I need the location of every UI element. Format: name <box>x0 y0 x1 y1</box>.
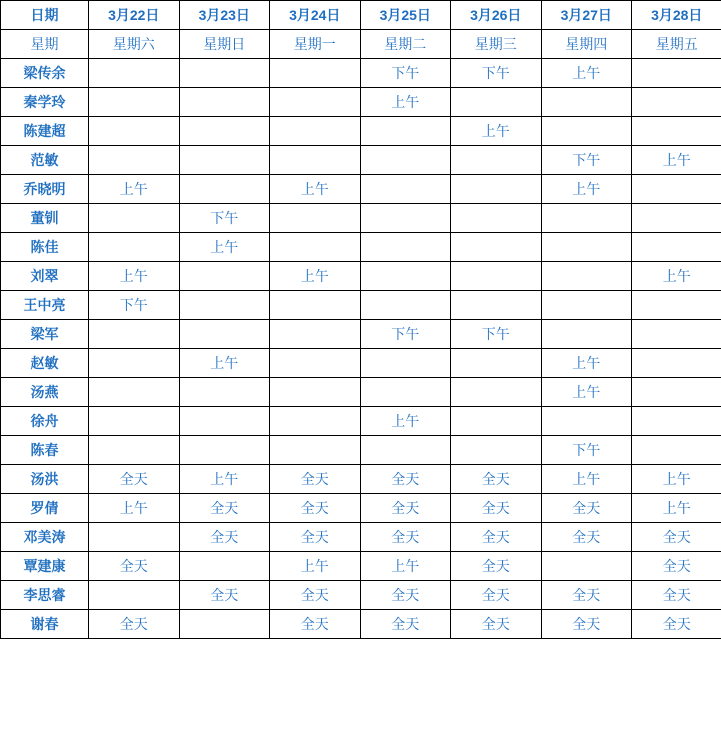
schedule-slot-cell <box>89 523 180 552</box>
schedule-slot-cell <box>179 262 270 291</box>
schedule-slot-cell: 全天 <box>451 610 542 639</box>
schedule-slot-cell <box>179 610 270 639</box>
person-name-cell: 覃建康 <box>1 552 89 581</box>
schedule-slot-cell <box>89 378 180 407</box>
person-name-cell: 秦学玲 <box>1 88 89 117</box>
schedule-slot-cell <box>89 59 180 88</box>
schedule-slot-cell: 全天 <box>270 494 361 523</box>
schedule-slot-cell: 下午 <box>541 436 632 465</box>
person-name-cell: 梁传余 <box>1 59 89 88</box>
person-name-cell: 刘翠 <box>1 262 89 291</box>
weekday-header-cell: 星期二 <box>360 30 451 59</box>
schedule-slot-cell <box>179 291 270 320</box>
schedule-slot-cell <box>632 291 721 320</box>
person-name-cell: 邓美涛 <box>1 523 89 552</box>
person-name-cell: 赵敏 <box>1 349 89 378</box>
date-header-cell: 3月26日 <box>451 1 542 30</box>
schedule-slot-cell: 全天 <box>541 610 632 639</box>
weekday-header-row <box>1 30 721 59</box>
schedule-slot-cell: 上午 <box>270 175 361 204</box>
table-row <box>1 407 721 436</box>
schedule-slot-cell <box>632 349 721 378</box>
person-name-cell: 汤燕 <box>1 378 89 407</box>
date-header-cell: 3月28日 <box>632 1 721 30</box>
schedule-slot-cell: 全天 <box>179 581 270 610</box>
schedule-slot-cell <box>632 204 721 233</box>
schedule-slot-cell: 上午 <box>270 552 361 581</box>
weekday-header-label: 星期 <box>1 30 89 59</box>
date-header-cell: 3月23日 <box>179 1 270 30</box>
person-name-cell: 徐舟 <box>1 407 89 436</box>
schedule-slot-cell: 上午 <box>541 59 632 88</box>
schedule-slot-cell: 下午 <box>451 320 542 349</box>
schedule-slot-cell: 全天 <box>270 523 361 552</box>
person-name-cell: 李思睿 <box>1 581 89 610</box>
person-name-cell: 王中亮 <box>1 291 89 320</box>
schedule-slot-cell: 上午 <box>541 349 632 378</box>
schedule-slot-cell <box>451 233 542 262</box>
table-row <box>1 146 721 175</box>
schedule-slot-cell: 上午 <box>360 407 451 436</box>
schedule-slot-cell: 上午 <box>179 465 270 494</box>
table-row <box>1 494 721 523</box>
schedule-slot-cell <box>89 436 180 465</box>
schedule-slot-cell: 全天 <box>360 523 451 552</box>
schedule-slot-cell <box>270 88 361 117</box>
date-header-cell: 3月27日 <box>541 1 632 30</box>
schedule-slot-cell <box>541 291 632 320</box>
schedule-slot-cell: 上午 <box>632 494 721 523</box>
schedule-slot-cell: 全天 <box>451 465 542 494</box>
schedule-slot-cell <box>270 407 361 436</box>
schedule-slot-cell <box>270 233 361 262</box>
schedule-slot-cell: 全天 <box>451 552 542 581</box>
person-name-cell: 董钏 <box>1 204 89 233</box>
table-row <box>1 436 721 465</box>
schedule-slot-cell: 上午 <box>632 262 721 291</box>
schedule-slot-cell <box>451 262 542 291</box>
schedule-slot-cell <box>632 88 721 117</box>
schedule-slot-cell <box>632 320 721 349</box>
date-header-cell: 3月25日 <box>360 1 451 30</box>
weekday-header-cell: 星期一 <box>270 30 361 59</box>
schedule-slot-cell <box>270 291 361 320</box>
schedule-slot-cell <box>632 117 721 146</box>
schedule-slot-cell <box>541 552 632 581</box>
schedule-slot-cell: 上午 <box>541 175 632 204</box>
schedule-slot-cell <box>179 117 270 146</box>
schedule-slot-cell: 全天 <box>451 581 542 610</box>
schedule-slot-cell: 全天 <box>632 523 721 552</box>
person-name-cell: 陈建超 <box>1 117 89 146</box>
schedule-slot-cell: 全天 <box>360 581 451 610</box>
schedule-slot-cell: 全天 <box>89 552 180 581</box>
schedule-slot-cell: 上午 <box>632 465 721 494</box>
schedule-slot-cell: 全天 <box>451 494 542 523</box>
table-row <box>1 59 721 88</box>
schedule-slot-cell <box>632 59 721 88</box>
schedule-slot-cell: 全天 <box>632 552 721 581</box>
schedule-slot-cell <box>451 204 542 233</box>
weekday-header-cell: 星期三 <box>451 30 542 59</box>
schedule-slot-cell <box>360 262 451 291</box>
schedule-slot-cell <box>360 378 451 407</box>
schedule-slot-cell <box>451 175 542 204</box>
schedule-slot-cell: 上午 <box>632 146 721 175</box>
schedule-slot-cell <box>360 204 451 233</box>
schedule-slot-cell <box>451 146 542 175</box>
schedule-slot-cell <box>89 88 180 117</box>
schedule-slot-cell <box>632 233 721 262</box>
schedule-slot-cell <box>360 233 451 262</box>
schedule-slot-cell <box>89 146 180 175</box>
schedule-slot-cell: 下午 <box>179 204 270 233</box>
schedule-slot-cell <box>270 378 361 407</box>
schedule-slot-cell <box>179 407 270 436</box>
schedule-slot-cell: 全天 <box>270 581 361 610</box>
table-row <box>1 88 721 117</box>
schedule-slot-cell <box>541 204 632 233</box>
table-row <box>1 523 721 552</box>
person-name-cell: 乔晓明 <box>1 175 89 204</box>
schedule-slot-cell <box>89 349 180 378</box>
table-row <box>1 378 721 407</box>
schedule-slot-cell <box>451 349 542 378</box>
table-row <box>1 233 721 262</box>
schedule-slot-cell <box>632 378 721 407</box>
schedule-slot-cell <box>270 204 361 233</box>
date-header-cell: 3月22日 <box>89 1 180 30</box>
table-row <box>1 204 721 233</box>
schedule-slot-cell: 全天 <box>270 465 361 494</box>
schedule-slot-cell: 全天 <box>541 581 632 610</box>
schedule-slot-cell: 上午 <box>89 175 180 204</box>
schedule-slot-cell: 下午 <box>360 320 451 349</box>
schedule-slot-cell <box>179 59 270 88</box>
person-name-cell: 范敏 <box>1 146 89 175</box>
schedule-slot-cell <box>270 349 361 378</box>
schedule-slot-cell <box>541 233 632 262</box>
schedule-slot-cell: 上午 <box>89 494 180 523</box>
schedule-slot-cell: 全天 <box>179 523 270 552</box>
schedule-slot-cell: 全天 <box>89 465 180 494</box>
schedule-slot-cell <box>179 175 270 204</box>
schedule-slot-cell <box>360 175 451 204</box>
schedule-slot-cell <box>270 320 361 349</box>
table-row <box>1 581 721 610</box>
schedule-slot-cell: 上午 <box>360 88 451 117</box>
schedule-slot-cell: 全天 <box>632 610 721 639</box>
schedule-slot-cell <box>632 407 721 436</box>
schedule-slot-cell: 全天 <box>451 523 542 552</box>
schedule-slot-cell <box>541 88 632 117</box>
schedule-slot-cell <box>451 436 542 465</box>
schedule-slot-cell: 全天 <box>360 465 451 494</box>
schedule-slot-cell: 下午 <box>451 59 542 88</box>
table-row <box>1 291 721 320</box>
schedule-slot-cell <box>89 204 180 233</box>
schedule-slot-cell <box>179 88 270 117</box>
schedule-slot-cell: 全天 <box>89 610 180 639</box>
schedule-slot-cell: 下午 <box>360 59 451 88</box>
schedule-slot-cell <box>451 407 542 436</box>
table-row <box>1 349 721 378</box>
weekday-header-cell: 星期六 <box>89 30 180 59</box>
schedule-slot-cell: 全天 <box>541 523 632 552</box>
schedule-slot-cell: 全天 <box>270 610 361 639</box>
schedule-slot-cell <box>541 320 632 349</box>
schedule-slot-cell <box>360 146 451 175</box>
schedule-slot-cell: 全天 <box>360 494 451 523</box>
table-row <box>1 175 721 204</box>
schedule-slot-cell <box>632 436 721 465</box>
person-name-cell: 陈春 <box>1 436 89 465</box>
schedule-slot-cell <box>89 407 180 436</box>
date-header-cell: 3月24日 <box>270 1 361 30</box>
schedule-slot-cell <box>451 378 542 407</box>
schedule-slot-cell <box>632 175 721 204</box>
schedule-slot-cell: 上午 <box>541 378 632 407</box>
schedule-slot-cell: 上午 <box>270 262 361 291</box>
schedule-slot-cell: 下午 <box>89 291 180 320</box>
schedule-slot-cell <box>270 117 361 146</box>
schedule-slot-cell <box>270 146 361 175</box>
schedule-slot-cell <box>360 291 451 320</box>
schedule-slot-cell <box>270 59 361 88</box>
schedule-slot-cell: 上午 <box>541 465 632 494</box>
schedule-slot-cell <box>360 436 451 465</box>
schedule-slot-cell <box>451 88 542 117</box>
schedule-slot-cell: 下午 <box>541 146 632 175</box>
schedule-slot-cell <box>451 291 542 320</box>
weekday-header-cell: 星期五 <box>632 30 721 59</box>
schedule-slot-cell: 全天 <box>360 610 451 639</box>
table-row <box>1 117 721 146</box>
schedule-slot-cell <box>541 262 632 291</box>
table-row <box>1 465 721 494</box>
date-header-label: 日期 <box>1 1 89 30</box>
schedule-slot-cell <box>360 117 451 146</box>
table-row <box>1 552 721 581</box>
schedule-slot-cell <box>541 117 632 146</box>
schedule-slot-cell <box>179 378 270 407</box>
table-row <box>1 610 721 639</box>
date-header-row <box>1 1 721 30</box>
schedule-slot-cell <box>89 320 180 349</box>
person-name-cell: 汤洪 <box>1 465 89 494</box>
schedule-slot-cell <box>179 146 270 175</box>
table-row <box>1 320 721 349</box>
schedule-slot-cell <box>89 233 180 262</box>
weekday-header-cell: 星期四 <box>541 30 632 59</box>
schedule-slot-cell: 上午 <box>179 349 270 378</box>
person-name-cell: 谢春 <box>1 610 89 639</box>
schedule-slot-cell <box>179 436 270 465</box>
schedule-slot-cell <box>360 349 451 378</box>
person-name-cell: 陈佳 <box>1 233 89 262</box>
schedule-slot-cell: 上午 <box>451 117 542 146</box>
person-name-cell: 梁军 <box>1 320 89 349</box>
weekday-header-cell: 星期日 <box>179 30 270 59</box>
schedule-slot-cell <box>179 320 270 349</box>
schedule-slot-cell: 全天 <box>179 494 270 523</box>
schedule-slot-cell: 全天 <box>632 581 721 610</box>
schedule-slot-cell <box>179 552 270 581</box>
schedule-slot-cell: 上午 <box>89 262 180 291</box>
schedule-slot-cell <box>89 117 180 146</box>
schedule-slot-cell: 上午 <box>179 233 270 262</box>
schedule-slot-cell: 上午 <box>360 552 451 581</box>
schedule-slot-cell <box>270 436 361 465</box>
schedule-slot-cell <box>541 407 632 436</box>
person-name-cell: 罗倩 <box>1 494 89 523</box>
schedule-slot-cell: 全天 <box>541 494 632 523</box>
schedule-slot-cell <box>89 581 180 610</box>
table-row <box>1 262 721 291</box>
